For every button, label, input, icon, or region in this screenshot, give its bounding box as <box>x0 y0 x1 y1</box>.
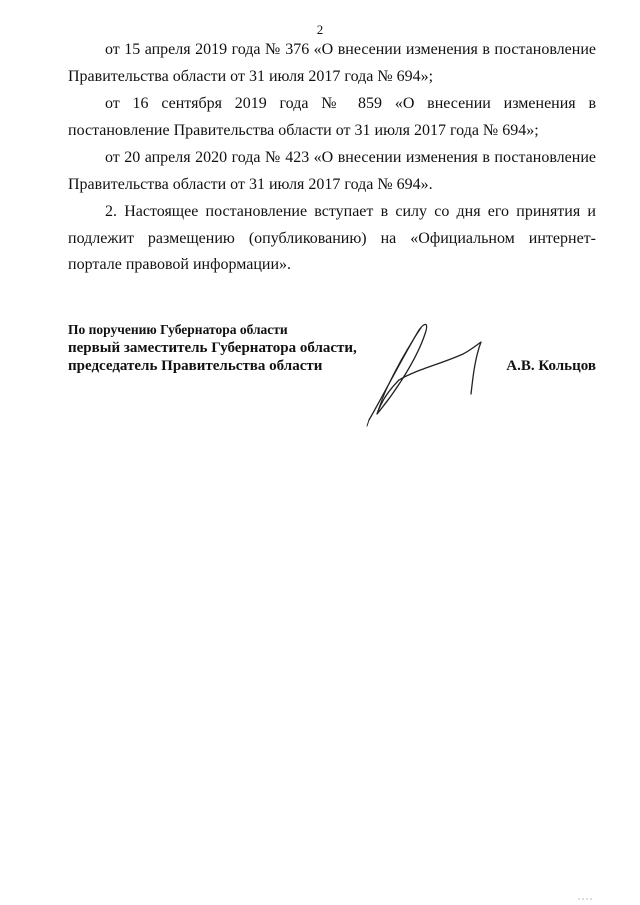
signer-position-line1: первый заместитель Губернатора области, <box>68 340 357 356</box>
handwritten-signature-icon <box>355 318 495 428</box>
paragraph-effective-date: 2. Настоящее постановление вступает в силу со дня его принятия и подлежит размещению (опубликованию) на «Официальном интернет-портале правовой информации». <box>68 203 596 273</box>
signer-position-line2: председатель Правительства области <box>68 358 323 374</box>
document-body <box>68 37 596 280</box>
paragraph-amendment-2019-april: от 15 апреля 2019 года № 376 «О внесении изменения в постановление Правительства области от 31 июля 2017 года № 694»; <box>68 41 596 85</box>
paragraph-amendment-2019-september: от 16 сентября 2019 года № 859 «О внесении изменения в постановление Правительства области от 31 июля 2017 года № 694»; <box>68 95 596 139</box>
signature-block <box>68 322 596 432</box>
scan-artifact-icon <box>578 897 592 901</box>
page-number: 2 <box>316 22 324 37</box>
paragraph-amendment-2020-april: от 20 апреля 2020 года № 423 «О внесении изменения в постановление Правительства области от 31 июля 2017 года № 694». <box>68 149 596 193</box>
signer-name: А.В. Кольцов <box>506 358 596 374</box>
on-behalf-line: По поручению Губернатора области <box>68 322 288 337</box>
